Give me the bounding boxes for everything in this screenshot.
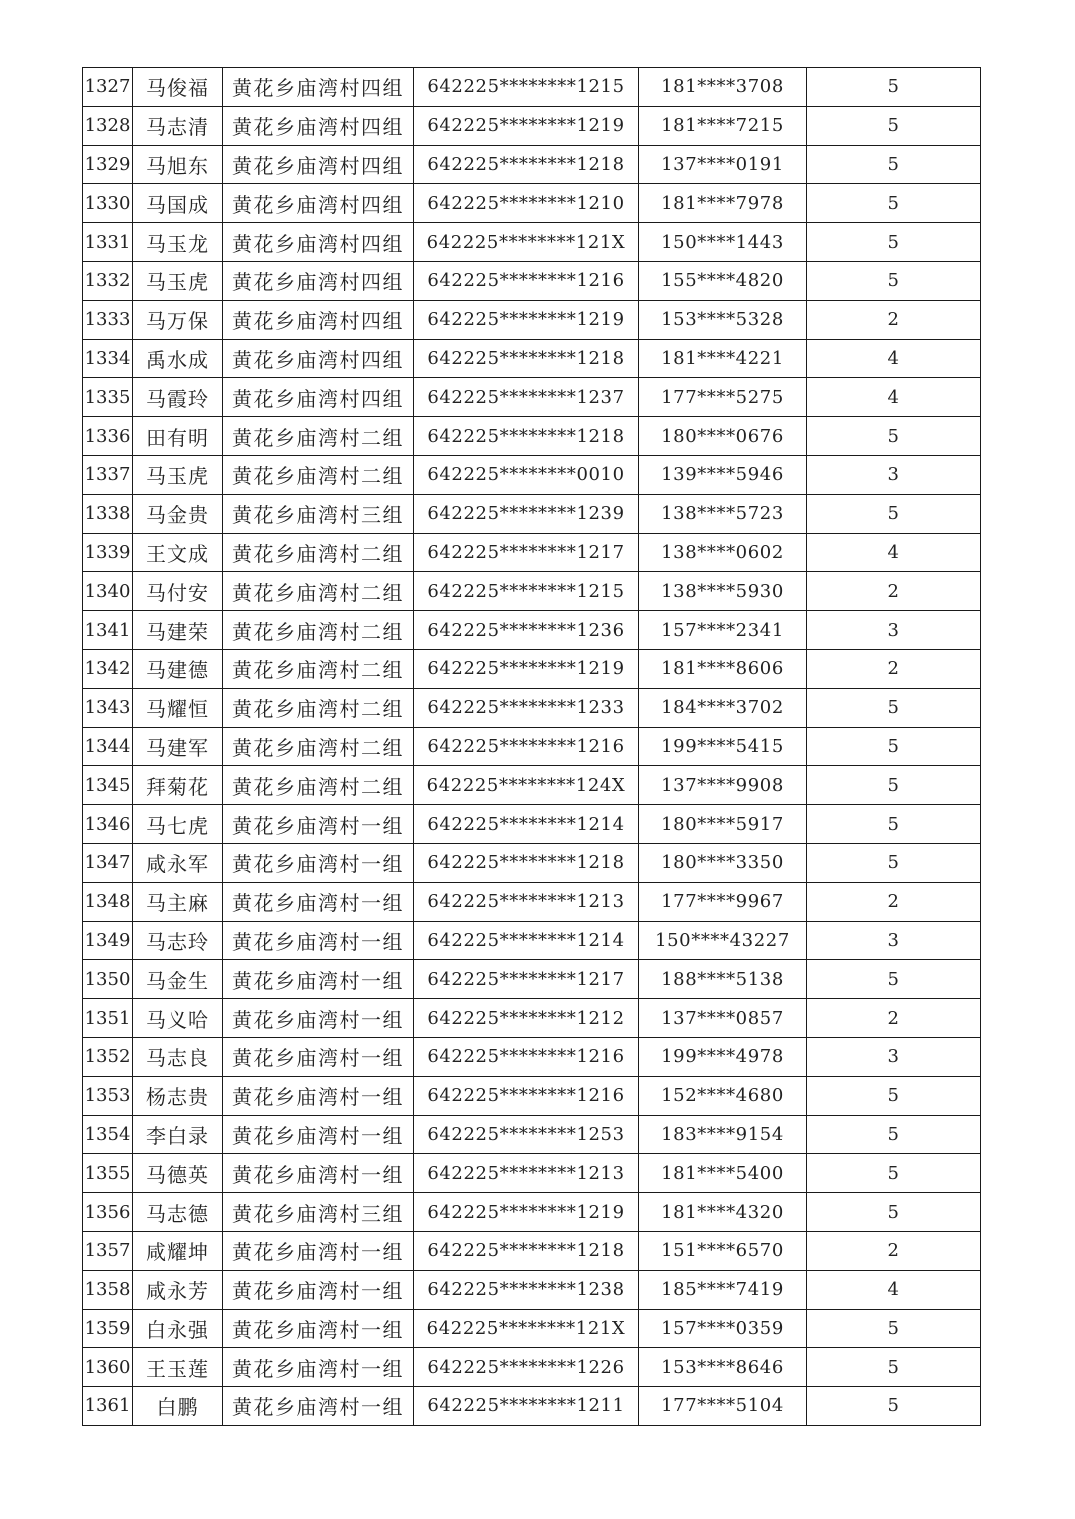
household-count-cell: 2 bbox=[807, 882, 981, 921]
table-row bbox=[83, 145, 981, 184]
table-row bbox=[83, 378, 981, 417]
household-count-cell: 2 bbox=[807, 572, 981, 611]
row-number-cell: 1336 bbox=[83, 417, 133, 456]
household-count-cell: 5 bbox=[807, 68, 981, 107]
table-row bbox=[83, 300, 981, 339]
name-cell: 白鹏 bbox=[133, 1387, 223, 1426]
address-cell: 黄花乡庙湾村二组 bbox=[223, 417, 414, 456]
address-cell: 黄花乡庙湾村二组 bbox=[223, 533, 414, 572]
id-card-cell: 642225********1233 bbox=[414, 688, 639, 727]
address-cell: 黄花乡庙湾村一组 bbox=[223, 1115, 414, 1154]
phone-cell: 181****4221 bbox=[639, 339, 807, 378]
phone-cell: 177****9967 bbox=[639, 882, 807, 921]
household-count-cell: 5 bbox=[807, 805, 981, 844]
row-number-cell: 1358 bbox=[83, 1270, 133, 1309]
row-number-cell: 1346 bbox=[83, 805, 133, 844]
name-cell: 马建荣 bbox=[133, 611, 223, 650]
name-cell: 田有明 bbox=[133, 417, 223, 456]
id-card-cell: 642225********1219 bbox=[414, 649, 639, 688]
row-number-cell: 1348 bbox=[83, 882, 133, 921]
id-card-cell: 642225********1212 bbox=[414, 999, 639, 1038]
table-row bbox=[83, 184, 981, 223]
address-cell: 黄花乡庙湾村二组 bbox=[223, 766, 414, 805]
id-card-cell: 642225********1237 bbox=[414, 378, 639, 417]
row-number-cell: 1351 bbox=[83, 999, 133, 1038]
table-row bbox=[83, 1348, 981, 1387]
table-row bbox=[83, 1193, 981, 1232]
address-cell: 黄花乡庙湾村四组 bbox=[223, 300, 414, 339]
phone-cell: 199****4978 bbox=[639, 1037, 807, 1076]
row-number-cell: 1342 bbox=[83, 649, 133, 688]
household-count-cell: 2 bbox=[807, 1231, 981, 1270]
table-row bbox=[83, 960, 981, 999]
household-count-cell: 5 bbox=[807, 261, 981, 300]
household-count-cell: 5 bbox=[807, 106, 981, 145]
address-cell: 黄花乡庙湾村三组 bbox=[223, 494, 414, 533]
id-card-cell: 642225********1218 bbox=[414, 339, 639, 378]
row-number-cell: 1361 bbox=[83, 1387, 133, 1426]
table-row bbox=[83, 649, 981, 688]
address-cell: 黄花乡庙湾村二组 bbox=[223, 611, 414, 650]
table-row bbox=[83, 921, 981, 960]
address-cell: 黄花乡庙湾村四组 bbox=[223, 223, 414, 262]
id-card-cell: 642225********1215 bbox=[414, 68, 639, 107]
phone-cell: 153****5328 bbox=[639, 300, 807, 339]
id-card-cell: 642225********1216 bbox=[414, 261, 639, 300]
row-number-cell: 1349 bbox=[83, 921, 133, 960]
row-number-cell: 1330 bbox=[83, 184, 133, 223]
table-row bbox=[83, 882, 981, 921]
phone-cell: 177****5275 bbox=[639, 378, 807, 417]
address-cell: 黄花乡庙湾村一组 bbox=[223, 1076, 414, 1115]
household-count-cell: 5 bbox=[807, 145, 981, 184]
household-count-cell: 5 bbox=[807, 223, 981, 262]
id-card-cell: 642225********1239 bbox=[414, 494, 639, 533]
id-card-cell: 642225********1210 bbox=[414, 184, 639, 223]
phone-cell: 157****2341 bbox=[639, 611, 807, 650]
table-row bbox=[83, 1231, 981, 1270]
name-cell: 马主麻 bbox=[133, 882, 223, 921]
table-row bbox=[83, 223, 981, 262]
name-cell: 马志德 bbox=[133, 1193, 223, 1232]
name-cell: 李白录 bbox=[133, 1115, 223, 1154]
id-card-cell: 642225********1214 bbox=[414, 805, 639, 844]
table-row bbox=[83, 1154, 981, 1193]
row-number-cell: 1337 bbox=[83, 455, 133, 494]
table-row bbox=[83, 805, 981, 844]
phone-cell: 137****9908 bbox=[639, 766, 807, 805]
phone-cell: 180****5917 bbox=[639, 805, 807, 844]
row-number-cell: 1332 bbox=[83, 261, 133, 300]
name-cell: 马付安 bbox=[133, 572, 223, 611]
table-row bbox=[83, 68, 981, 107]
id-card-cell: 642225********0010 bbox=[414, 455, 639, 494]
household-count-cell: 5 bbox=[807, 494, 981, 533]
phone-cell: 150****1443 bbox=[639, 223, 807, 262]
row-number-cell: 1327 bbox=[83, 68, 133, 107]
name-cell: 拜菊花 bbox=[133, 766, 223, 805]
row-number-cell: 1353 bbox=[83, 1076, 133, 1115]
address-cell: 黄花乡庙湾村二组 bbox=[223, 572, 414, 611]
household-count-cell: 3 bbox=[807, 455, 981, 494]
phone-cell: 199****5415 bbox=[639, 727, 807, 766]
id-card-cell: 642225********1218 bbox=[414, 145, 639, 184]
row-number-cell: 1339 bbox=[83, 533, 133, 572]
phone-cell: 137****0857 bbox=[639, 999, 807, 1038]
row-number-cell: 1328 bbox=[83, 106, 133, 145]
phone-cell: 181****8606 bbox=[639, 649, 807, 688]
row-number-cell: 1347 bbox=[83, 843, 133, 882]
address-cell: 黄花乡庙湾村一组 bbox=[223, 1387, 414, 1426]
id-card-cell: 642225********1226 bbox=[414, 1348, 639, 1387]
household-count-cell: 3 bbox=[807, 921, 981, 960]
id-card-cell: 642225********1218 bbox=[414, 843, 639, 882]
name-cell: 马七虎 bbox=[133, 805, 223, 844]
id-card-cell: 642225********1211 bbox=[414, 1387, 639, 1426]
address-cell: 黄花乡庙湾村四组 bbox=[223, 106, 414, 145]
phone-cell: 153****8646 bbox=[639, 1348, 807, 1387]
id-card-cell: 642225********1216 bbox=[414, 1076, 639, 1115]
household-count-cell: 5 bbox=[807, 1154, 981, 1193]
phone-cell: 184****3702 bbox=[639, 688, 807, 727]
phone-cell: 180****0676 bbox=[639, 417, 807, 456]
name-cell: 杨志贵 bbox=[133, 1076, 223, 1115]
household-count-cell: 5 bbox=[807, 688, 981, 727]
row-number-cell: 1360 bbox=[83, 1348, 133, 1387]
address-cell: 黄花乡庙湾村一组 bbox=[223, 999, 414, 1038]
id-card-cell: 642225********1214 bbox=[414, 921, 639, 960]
name-cell: 马建德 bbox=[133, 649, 223, 688]
name-cell: 马志清 bbox=[133, 106, 223, 145]
phone-cell: 150****43227 bbox=[639, 921, 807, 960]
id-card-cell: 642225********1219 bbox=[414, 1193, 639, 1232]
table-row bbox=[83, 261, 981, 300]
household-count-cell: 5 bbox=[807, 1387, 981, 1426]
name-cell: 咸永芳 bbox=[133, 1270, 223, 1309]
household-count-cell: 5 bbox=[807, 727, 981, 766]
id-card-cell: 642225********1215 bbox=[414, 572, 639, 611]
name-cell: 马志良 bbox=[133, 1037, 223, 1076]
table-row bbox=[83, 727, 981, 766]
name-cell: 马耀恒 bbox=[133, 688, 223, 727]
address-cell: 黄花乡庙湾村一组 bbox=[223, 960, 414, 999]
id-card-cell: 642225********1218 bbox=[414, 417, 639, 456]
id-card-cell: 642225********124X bbox=[414, 766, 639, 805]
name-cell: 马霞玲 bbox=[133, 378, 223, 417]
household-count-cell: 5 bbox=[807, 766, 981, 805]
name-cell: 马建军 bbox=[133, 727, 223, 766]
household-count-cell: 4 bbox=[807, 1270, 981, 1309]
id-card-cell: 642225********1216 bbox=[414, 727, 639, 766]
table-row bbox=[83, 572, 981, 611]
id-card-cell: 642225********1213 bbox=[414, 882, 639, 921]
name-cell: 马国成 bbox=[133, 184, 223, 223]
row-number-cell: 1334 bbox=[83, 339, 133, 378]
address-cell: 黄花乡庙湾村一组 bbox=[223, 1037, 414, 1076]
name-cell: 马俊福 bbox=[133, 68, 223, 107]
phone-cell: 139****5946 bbox=[639, 455, 807, 494]
id-card-cell: 642225********1253 bbox=[414, 1115, 639, 1154]
row-number-cell: 1345 bbox=[83, 766, 133, 805]
name-cell: 马义哈 bbox=[133, 999, 223, 1038]
row-number-cell: 1343 bbox=[83, 688, 133, 727]
household-count-cell: 4 bbox=[807, 378, 981, 417]
phone-cell: 152****4680 bbox=[639, 1076, 807, 1115]
household-count-cell: 2 bbox=[807, 300, 981, 339]
phone-cell: 138****0602 bbox=[639, 533, 807, 572]
table-row bbox=[83, 339, 981, 378]
row-number-cell: 1354 bbox=[83, 1115, 133, 1154]
id-card-cell: 642225********121X bbox=[414, 1309, 639, 1348]
address-cell: 黄花乡庙湾村四组 bbox=[223, 339, 414, 378]
phone-cell: 181****3708 bbox=[639, 68, 807, 107]
address-cell: 黄花乡庙湾村一组 bbox=[223, 843, 414, 882]
household-count-cell: 5 bbox=[807, 1348, 981, 1387]
row-number-cell: 1329 bbox=[83, 145, 133, 184]
table-row bbox=[83, 1076, 981, 1115]
id-card-cell: 642225********121X bbox=[414, 223, 639, 262]
phone-cell: 181****4320 bbox=[639, 1193, 807, 1232]
row-number-cell: 1331 bbox=[83, 223, 133, 262]
table-row bbox=[83, 106, 981, 145]
phone-cell: 138****5723 bbox=[639, 494, 807, 533]
phone-cell: 185****7419 bbox=[639, 1270, 807, 1309]
household-count-cell: 4 bbox=[807, 533, 981, 572]
household-count-cell: 5 bbox=[807, 1115, 981, 1154]
name-cell: 马金贵 bbox=[133, 494, 223, 533]
name-cell: 咸耀坤 bbox=[133, 1231, 223, 1270]
address-cell: 黄花乡庙湾村四组 bbox=[223, 261, 414, 300]
table-row bbox=[83, 533, 981, 572]
household-count-cell: 5 bbox=[807, 843, 981, 882]
address-cell: 黄花乡庙湾村一组 bbox=[223, 1231, 414, 1270]
phone-cell: 157****0359 bbox=[639, 1309, 807, 1348]
row-number-cell: 1341 bbox=[83, 611, 133, 650]
phone-cell: 181****7215 bbox=[639, 106, 807, 145]
row-number-cell: 1357 bbox=[83, 1231, 133, 1270]
id-card-cell: 642225********1216 bbox=[414, 1037, 639, 1076]
roster-body bbox=[83, 68, 981, 1426]
name-cell: 马志玲 bbox=[133, 921, 223, 960]
household-count-cell: 3 bbox=[807, 611, 981, 650]
id-card-cell: 642225********1217 bbox=[414, 960, 639, 999]
household-count-cell: 5 bbox=[807, 960, 981, 999]
roster-table bbox=[82, 67, 981, 1426]
row-number-cell: 1355 bbox=[83, 1154, 133, 1193]
address-cell: 黄花乡庙湾村二组 bbox=[223, 649, 414, 688]
name-cell: 马玉虎 bbox=[133, 261, 223, 300]
phone-cell: 151****6570 bbox=[639, 1231, 807, 1270]
row-number-cell: 1333 bbox=[83, 300, 133, 339]
address-cell: 黄花乡庙湾村四组 bbox=[223, 145, 414, 184]
household-count-cell: 2 bbox=[807, 999, 981, 1038]
name-cell: 马玉龙 bbox=[133, 223, 223, 262]
address-cell: 黄花乡庙湾村一组 bbox=[223, 1348, 414, 1387]
id-card-cell: 642225********1217 bbox=[414, 533, 639, 572]
phone-cell: 183****9154 bbox=[639, 1115, 807, 1154]
name-cell: 白永强 bbox=[133, 1309, 223, 1348]
table-row bbox=[83, 1309, 981, 1348]
phone-cell: 177****5104 bbox=[639, 1387, 807, 1426]
table-row bbox=[83, 494, 981, 533]
table-row bbox=[83, 1270, 981, 1309]
name-cell: 禹水成 bbox=[133, 339, 223, 378]
household-count-cell: 5 bbox=[807, 1309, 981, 1348]
id-card-cell: 642225********1219 bbox=[414, 106, 639, 145]
table-row bbox=[83, 1115, 981, 1154]
table-row bbox=[83, 688, 981, 727]
table-row bbox=[83, 1037, 981, 1076]
address-cell: 黄花乡庙湾村四组 bbox=[223, 378, 414, 417]
table-row bbox=[83, 1387, 981, 1426]
household-count-cell: 3 bbox=[807, 1037, 981, 1076]
row-number-cell: 1359 bbox=[83, 1309, 133, 1348]
phone-cell: 137****0191 bbox=[639, 145, 807, 184]
name-cell: 马金生 bbox=[133, 960, 223, 999]
row-number-cell: 1344 bbox=[83, 727, 133, 766]
name-cell: 马玉虎 bbox=[133, 455, 223, 494]
phone-cell: 181****5400 bbox=[639, 1154, 807, 1193]
id-card-cell: 642225********1238 bbox=[414, 1270, 639, 1309]
name-cell: 王文成 bbox=[133, 533, 223, 572]
id-card-cell: 642225********1236 bbox=[414, 611, 639, 650]
table-row bbox=[83, 611, 981, 650]
household-count-cell: 5 bbox=[807, 417, 981, 456]
table-row bbox=[83, 455, 981, 494]
address-cell: 黄花乡庙湾村一组 bbox=[223, 1154, 414, 1193]
household-count-cell: 5 bbox=[807, 1193, 981, 1232]
household-count-cell: 4 bbox=[807, 339, 981, 378]
row-number-cell: 1350 bbox=[83, 960, 133, 999]
name-cell: 王玉莲 bbox=[133, 1348, 223, 1387]
household-count-cell: 5 bbox=[807, 184, 981, 223]
table-row bbox=[83, 843, 981, 882]
id-card-cell: 642225********1213 bbox=[414, 1154, 639, 1193]
name-cell: 马万保 bbox=[133, 300, 223, 339]
address-cell: 黄花乡庙湾村四组 bbox=[223, 184, 414, 223]
row-number-cell: 1340 bbox=[83, 572, 133, 611]
address-cell: 黄花乡庙湾村三组 bbox=[223, 1193, 414, 1232]
address-cell: 黄花乡庙湾村四组 bbox=[223, 68, 414, 107]
phone-cell: 138****5930 bbox=[639, 572, 807, 611]
address-cell: 黄花乡庙湾村二组 bbox=[223, 455, 414, 494]
household-count-cell: 2 bbox=[807, 649, 981, 688]
address-cell: 黄花乡庙湾村二组 bbox=[223, 727, 414, 766]
address-cell: 黄花乡庙湾村一组 bbox=[223, 882, 414, 921]
row-number-cell: 1352 bbox=[83, 1037, 133, 1076]
address-cell: 黄花乡庙湾村一组 bbox=[223, 921, 414, 960]
address-cell: 黄花乡庙湾村一组 bbox=[223, 805, 414, 844]
id-card-cell: 642225********1218 bbox=[414, 1231, 639, 1270]
address-cell: 黄花乡庙湾村二组 bbox=[223, 688, 414, 727]
phone-cell: 188****5138 bbox=[639, 960, 807, 999]
phone-cell: 155****4820 bbox=[639, 261, 807, 300]
name-cell: 马德英 bbox=[133, 1154, 223, 1193]
phone-cell: 180****3350 bbox=[639, 843, 807, 882]
id-card-cell: 642225********1219 bbox=[414, 300, 639, 339]
row-number-cell: 1338 bbox=[83, 494, 133, 533]
household-count-cell: 5 bbox=[807, 1076, 981, 1115]
address-cell: 黄花乡庙湾村一组 bbox=[223, 1309, 414, 1348]
row-number-cell: 1335 bbox=[83, 378, 133, 417]
address-cell: 黄花乡庙湾村一组 bbox=[223, 1270, 414, 1309]
table-row bbox=[83, 417, 981, 456]
phone-cell: 181****7978 bbox=[639, 184, 807, 223]
table-row bbox=[83, 999, 981, 1038]
row-number-cell: 1356 bbox=[83, 1193, 133, 1232]
table-row bbox=[83, 766, 981, 805]
name-cell: 马旭东 bbox=[133, 145, 223, 184]
name-cell: 咸永军 bbox=[133, 843, 223, 882]
